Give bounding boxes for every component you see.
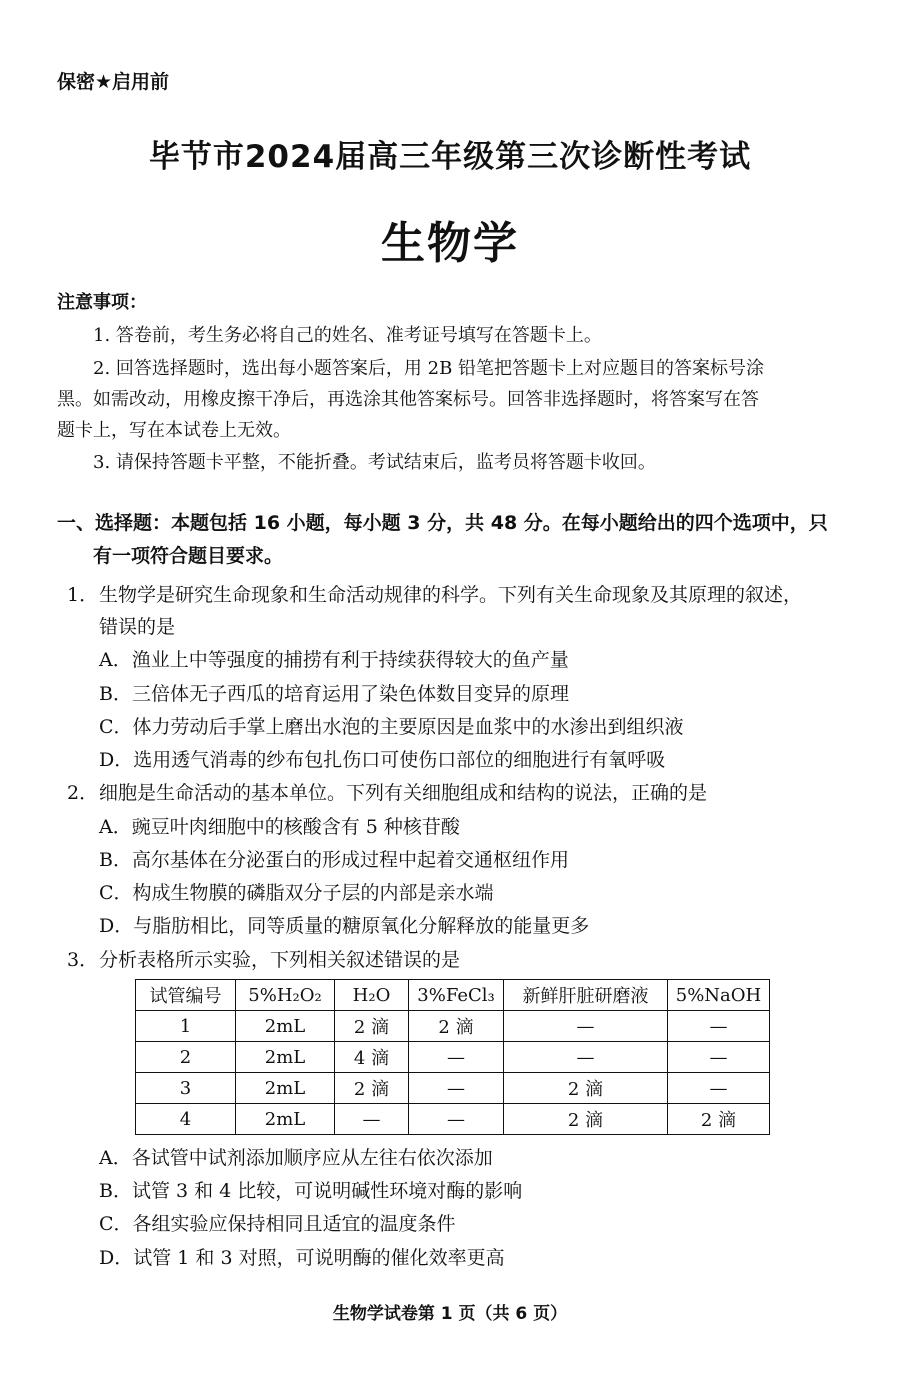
question-3-option-b: B．试管 3 和 4 比较，可说明碱性环境对酶的影响 [99,1180,523,1202]
table-header-cell: 新鲜肝脏研磨液 [504,980,668,1011]
question-3-number: 3． [67,949,99,971]
table-header-cell: H₂O [335,980,409,1011]
notice-item-2-line-3: 题卡上，写在本试卷上无效。 [57,420,291,441]
table-header-cell: 3%FeCl₃ [409,980,504,1011]
table-row [136,1104,770,1135]
table-cell: 4 [136,1104,236,1135]
page-footer: 生物学试卷第 1 页（共 6 页） [332,1304,568,1324]
table-cell: — [668,1042,770,1073]
question-1-option-b: B．三倍体无子西瓜的培育运用了染色体数目变异的原理 [99,683,569,705]
question-1-option-d: D．选用透气消毒的纱布包扎伤口可使伤口部位的细胞进行有氧呼吸 [99,749,666,771]
table-cell: 2mL [236,1073,335,1104]
notice-item-2-line-1: 2. 回答选择题时，选出每小题答案后，用 2B 铅笔把答题卡上对应题目的答案标号涂 [93,358,765,379]
question-1-stem-line-2: 错误的是 [99,616,176,638]
table-cell: — [504,1011,668,1042]
question-1-stem-line-1: 生物学是研究生命现象和生命活动规律的科学。下列有关生命现象及其原理的叙述， [99,584,803,606]
table-header-cell: 5%H₂O₂ [236,980,335,1011]
subject-title: 生物学 [381,218,519,269]
table-cell: — [335,1104,409,1135]
question-2-option-d: D．与脂肪相比，同等质量的糖原氧化分解释放的能量更多 [99,915,590,937]
table-header-cell: 5%NaOH [668,980,770,1011]
table-cell: 3 [136,1073,236,1104]
notice-item-1: 1. 答卷前，考生务必将自己的姓名、准考证号填写在答题卡上。 [93,325,602,346]
question-3-option-a: A．各试管中试剂添加顺序应从左往右依次添加 [99,1147,493,1169]
confidential-label: 保密★启用前 [57,71,170,93]
question-2-option-a: A．豌豆叶肉细胞中的核酸含有 5 种核苷酸 [99,816,460,838]
question-2-option-b: B．高尔基体在分泌蛋白的形成过程中起着交通枢纽作用 [99,849,569,871]
question-1-number: 1． [67,584,99,606]
question-1-option-a: A．渔业上中等强度的捕捞有利于持续获得较大的鱼产量 [99,649,569,671]
table-cell: 4 滴 [335,1042,409,1073]
table-row [136,1073,770,1104]
table-cell: — [668,1011,770,1042]
table-cell: 2mL [236,1042,335,1073]
question-2-stem: 细胞是生命活动的基本单位。下列有关细胞组成和结构的说法，正确的是 [99,782,708,804]
table-row [136,1042,770,1073]
table-cell: — [409,1104,504,1135]
table-header-row [136,980,770,1011]
table-cell: — [668,1073,770,1104]
table-cell: 2 滴 [409,1011,504,1042]
notice-item-2-line-2: 黑。如需改动，用橡皮擦干净后，再选涂其他答案标号。回答非选择题时，将答案写在答 [57,389,759,410]
section-heading-line-1: 一、选择题：本题包括 16 小题，每小题 3 分，共 48 分。在每小题给出的四个选项中，只 [57,512,828,534]
question-2-number: 2． [67,782,99,804]
question-2-option-c: C．构成生物膜的磷脂双分子层的内部是亲水端 [99,882,494,904]
notice-item-3: 3. 请保持答题卡平整，不能折叠。考试结束后，监考员将答题卡收回。 [93,452,656,473]
table-cell: 2 滴 [504,1104,668,1135]
table-cell: 2mL [236,1104,335,1135]
experiment-table [135,979,770,1135]
table-header-cell: 试管编号 [136,980,236,1011]
question-3-option-d: D．试管 1 和 3 对照，可说明酶的催化效率更高 [99,1247,505,1269]
exam-title: 毕节市2024届高三年级第三次诊断性考试 [148,139,752,175]
table-cell: 2 滴 [668,1104,770,1135]
section-heading-line-2: 有一项符合题目要求。 [93,545,284,567]
table-cell: 2 [136,1042,236,1073]
notice-heading: 注意事项： [57,292,147,313]
table-cell: 2 滴 [335,1011,409,1042]
question-3-option-c: C．各组实验应保持相同且适宜的温度条件 [99,1213,456,1235]
table-cell: 2 滴 [504,1073,668,1104]
table-cell: 2 滴 [335,1073,409,1104]
table-cell: — [504,1042,668,1073]
table-cell: — [409,1073,504,1104]
table-cell: 1 [136,1011,236,1042]
question-3-stem: 分析表格所示实验，下列相关叙述错误的是 [99,949,461,971]
table-cell: — [409,1042,504,1073]
table-cell: 2mL [236,1011,335,1042]
question-1-option-c: C．体力劳动后手掌上磨出水泡的主要原因是血浆中的水渗出到组织液 [99,716,684,738]
table-row [136,1011,770,1042]
